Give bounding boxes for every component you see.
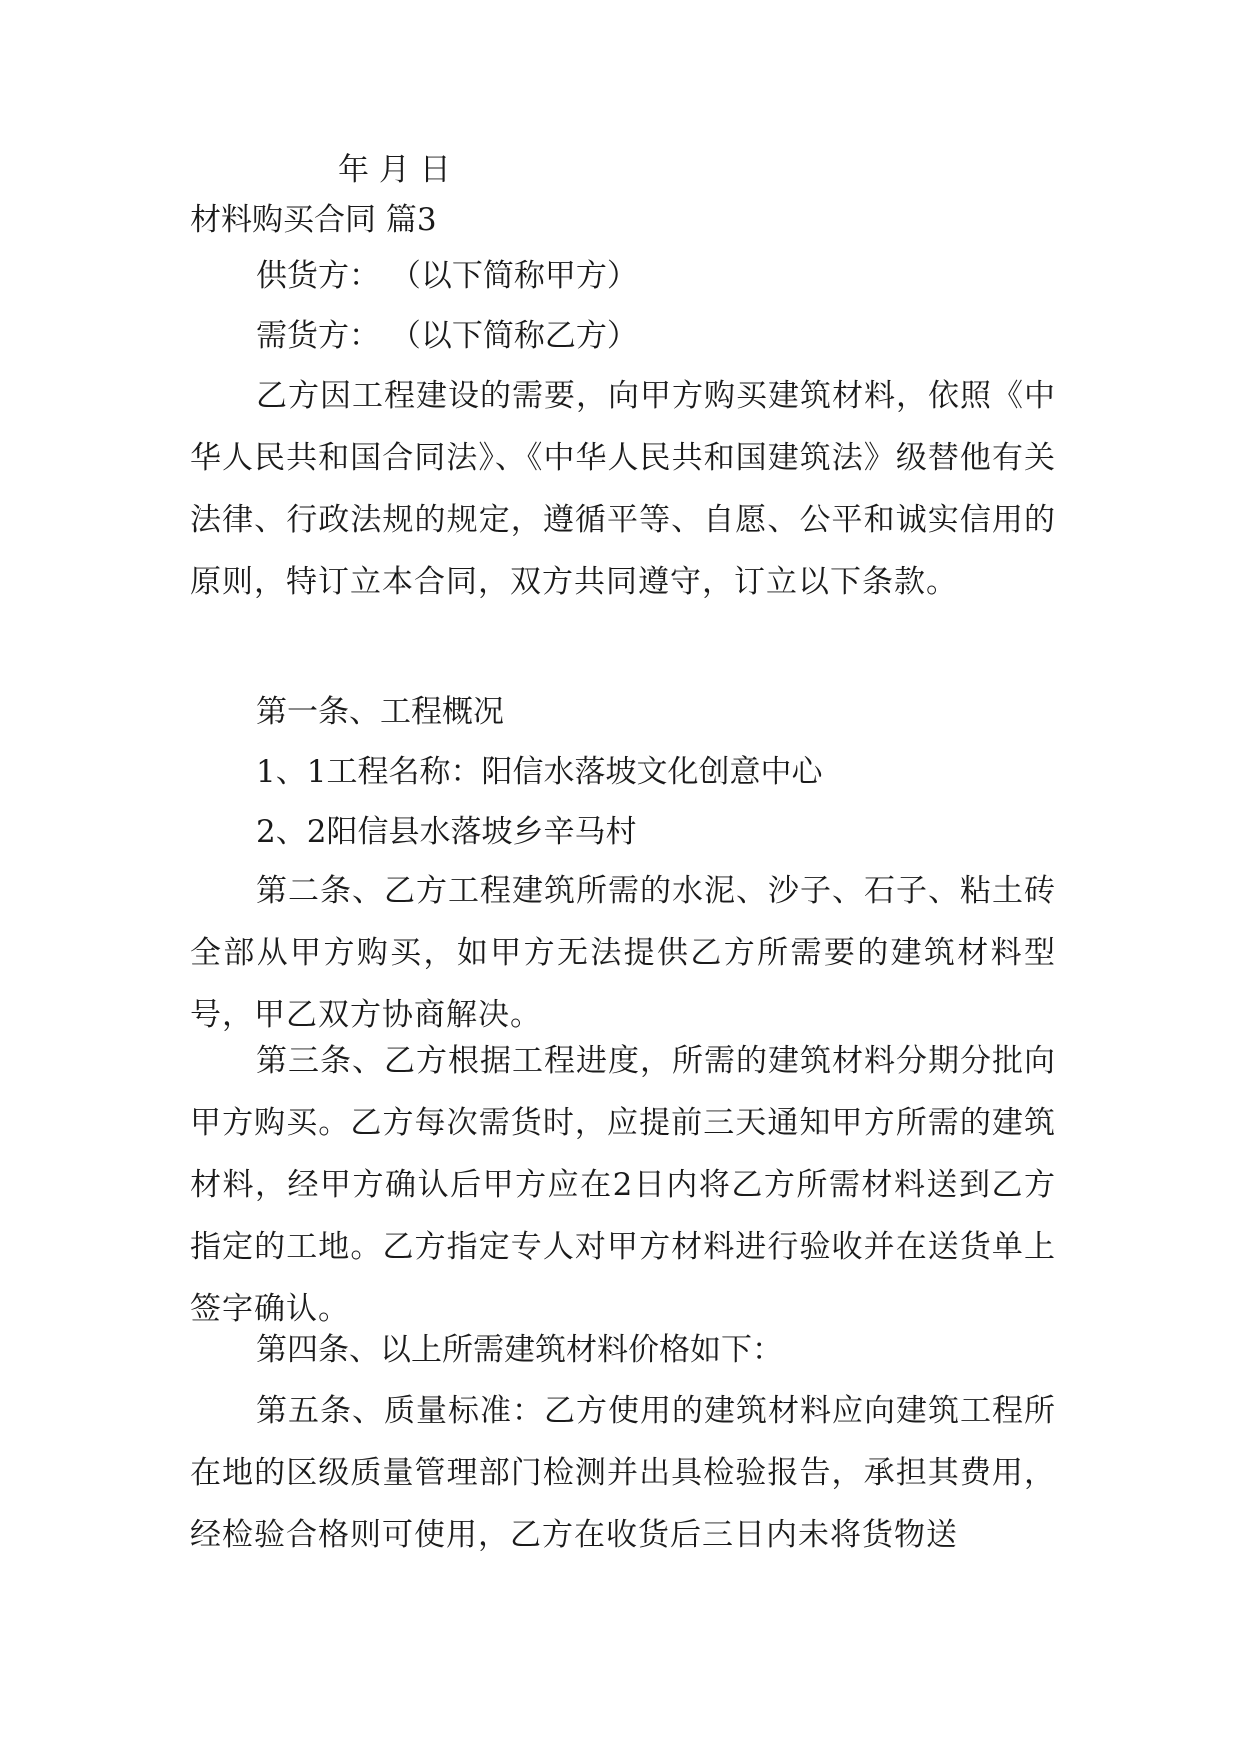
clause2-paragraph: 第二条、乙方工程建筑所需的水泥、沙子、石子、粘土砖全部从甲方购买，如甲方无法提供乙方所需要的建筑材料型号，甲乙双方协商解决。 [190,873,1056,1033]
intro-paragraph: 乙方因工程建设的需要，向甲方购买建筑材料，依照《中华人民共和国合同法》、《中华人民共和国建筑法》级替他有关法律、行政法规的规定，遵循平等、自愿、公平和诚实信用的原则，特订立本合同，双方共同遵守，订立以下条款。 [190,378,1056,600]
clause4-title: 第四条、以上所需建筑材料价格如下： [256,1332,783,1368]
clause5-paragraph: 第五条、质量标准：乙方使用的建筑材料应向建筑工程所在地的区级质量管理部门检测并出具检验报告，承担其费用，经检验合格则可使用，乙方在收货后三日内未将货物送 [190,1393,1056,1553]
supplier-line: 供货方： （以下简称甲方） [256,258,638,294]
date-line: 年 月 日 [338,152,451,188]
clause3-paragraph: 第三条、乙方根据工程进度，所需的建筑材料分期分批向甲方购买。乙方每次需货时，应提前三天通知甲方所需的建筑材料，经甲方确认后甲方应在2日内将乙方所需材料送到乙方指定的工地。乙方指定专人对甲方材料进行验收并在送货单上签字确认。 [190,1043,1056,1327]
article-title: 材料购买合同 篇3 [190,202,437,238]
buyer-line: 需货方： （以下简称乙方） [256,318,638,354]
clause1-item2: 2、2阳信县水落坡乡辛马村 [256,814,637,850]
clause1-title: 第一条、工程概况 [256,694,504,730]
clause1-item1: 1、1工程名称：阳信水落坡文化创意中心 [256,754,823,790]
